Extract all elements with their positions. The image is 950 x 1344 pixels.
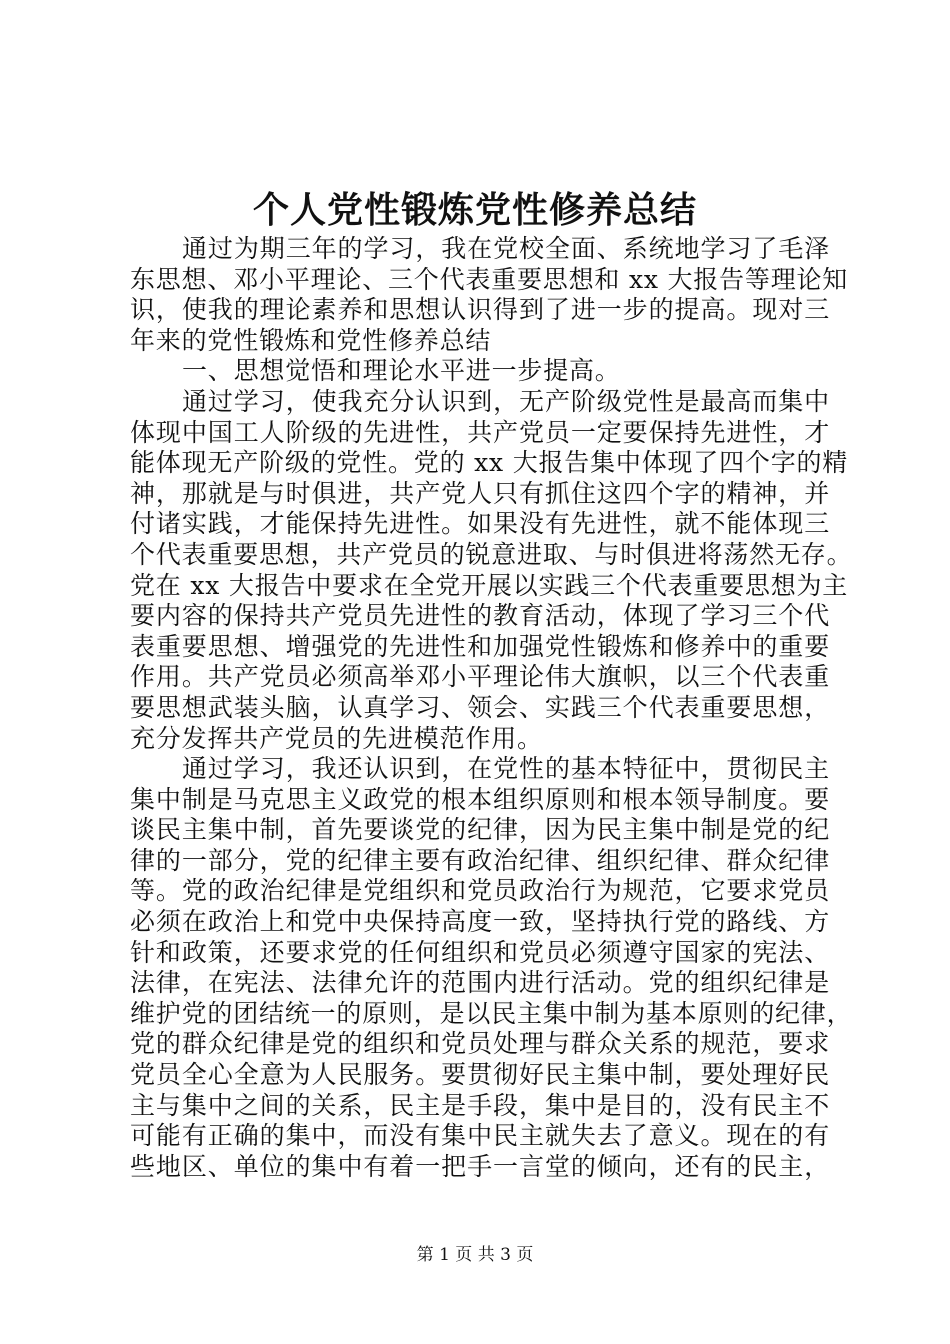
text-line: 党的群众纪律是党的组织和党员处理与群众关系的规范，要求 (130, 1029, 830, 1059)
text-line: 能体现无产阶级的党性。党的 xx 大报告集中体现了四个字的精 (130, 448, 849, 478)
page-footer: 第 1 页 共 3 页 (416, 1245, 534, 1265)
text-line: 付诸实践，才能保持先进性。如果没有先进性，就不能体现三 (130, 509, 830, 539)
text-line: 等。党的政治纪律是党组织和党员政治行为规范，它要求党员 (130, 876, 830, 906)
text-line: 可能有正确的集中，而没有集中民主就失去了意义。现在的有 (130, 1121, 830, 1151)
text-line: 体现中国工人阶级的先进性，共产党员一定要保持先进性，才 (130, 417, 830, 447)
text-line: 通过为期三年的学习，我在党校全面、系统地学习了毛泽 (182, 234, 830, 263)
text-line: 要内容的保持共产党员先进性的教育活动，体现了学习三个代 (130, 601, 830, 631)
text-line: 些地区、单位的集中有着一把手一言堂的倾向，还有的民主， (130, 1151, 830, 1181)
text-line: 律的一部分，党的纪律主要有政治纪律、组织纪律、群众纪律 (130, 845, 830, 875)
text-line: 集中制是马克思主义政党的根本组织原则和根本领导制度。要 (130, 784, 830, 814)
text-line: 主与集中之间的关系，民主是手段，集中是目的，没有民主不 (130, 1090, 830, 1120)
text-line: 维护党的团结统一的原则，是以民主集中制为基本原则的纪律， (130, 998, 853, 1028)
text-line: 东思想、邓小平理论、三个代表重要思想和 xx 大报告等理论知 (130, 264, 849, 294)
text-line: 通过学习，使我充分认识到，无产阶级党性是最高而集中 (182, 386, 830, 416)
text-line: 通过学习，我还认识到，在党性的基本特征中，贯彻民主 (182, 754, 830, 784)
text-line: 充分发挥共产党员的先进模范作用。 (130, 723, 543, 753)
text-line: 年来的党性锻炼和党性修养总结 (130, 325, 492, 355)
text-line: 针和政策，还要求党的任何组织和党员必须遵守国家的宪法、 (130, 937, 830, 967)
text-line: 作用。共产党员必须高举邓小平理论伟大旗帜，以三个代表重 (130, 662, 830, 692)
text-line: 识，使我的理论素养和思想认识得到了进一步的提高。现对三 (130, 295, 830, 325)
text-line: 必须在政治上和党中央保持高度一致，坚持执行党的路线、方 (130, 907, 830, 937)
document-body (130, 234, 853, 1182)
text-line: 神，那就是与时俱进，共产党人只有抓住这四个字的精神，并 (130, 478, 830, 508)
text-line: 谈民主集中制，首先要谈党的纪律，因为民主集中制是党的纪 (130, 815, 830, 845)
text-line: 法律，在宪法、法律允许的范围内进行活动。党的组织纪律是 (130, 968, 830, 998)
text-line: 个代表重要思想，共产党员的锐意进取、与时俱进将荡然无存。 (130, 539, 853, 569)
section-heading: 一、思想觉悟和理论水平进一步提高。 (182, 356, 621, 386)
document-title: 个人党性锻炼党性修养总结 (252, 189, 697, 231)
text-line: 要思想武装头脑，认真学习、领会、实践三个代表重要思想， (130, 692, 830, 722)
text-line: 表重要思想、增强党的先进性和加强党性锻炼和修养中的重要 (130, 631, 830, 661)
text-line: 党在 xx 大报告中要求在全党开展以实践三个代表重要思想为主 (130, 570, 849, 600)
text-line: 党员全心全意为人民服务。要贯彻好民主集中制，要处理好民 (130, 1060, 830, 1090)
